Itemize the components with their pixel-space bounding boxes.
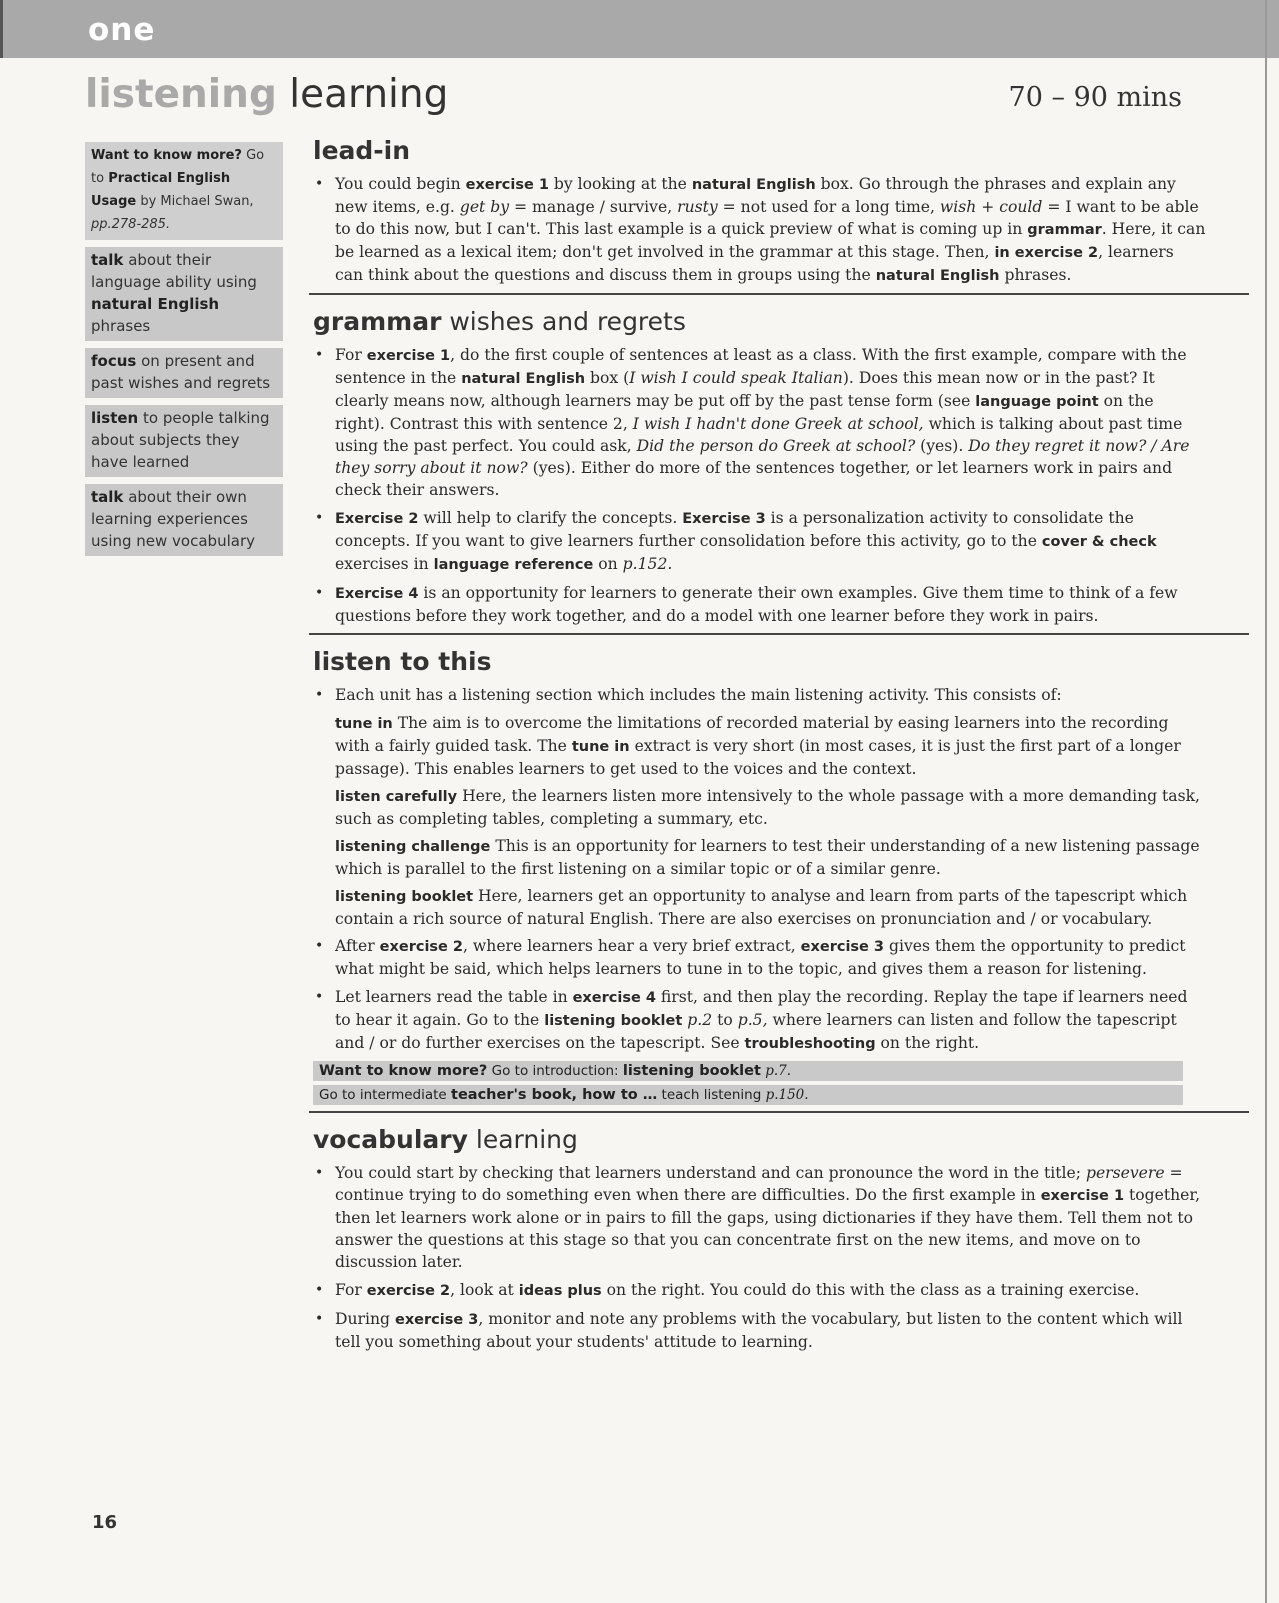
sub-item: listening booklet Here, learners get an opportunity to analyse and learn from parts of the tapescript which contain a rich source of natural English. There are also exercises on pronunciation and / or vocabulary. — [335, 887, 1188, 928]
section-heading: grammar wishes and regrets — [313, 307, 686, 336]
item-key: focus — [91, 352, 137, 370]
bullet: • Exercise 2 will help to clarify the concepts. Exercise 3 is a personalization activity to consolidate the concepts. If you want to give learners further consolidation before this activity, go to the cover & check exercises in language reference on p.152. — [313, 507, 1206, 576]
main-content — [313, 136, 1206, 1359]
more-pages: pp.278-285. — [91, 217, 171, 232]
sub-item: listening challenge This is an opportunity for learners to test their understanding of a new listening passage which is parallel to the first listening on a similar topic or of a similar genre. — [335, 837, 1200, 878]
bullet: • During exercise 3, monitor and note any problems with the vocabulary, but listen to the content which will tell you something about your students' attitude to learning. — [313, 1308, 1206, 1353]
title-grey: listening — [85, 72, 277, 117]
sidebar-item — [85, 405, 283, 477]
sidebar-item — [85, 484, 283, 556]
bullet: • Exercise 4 is an opportunity for learners to generate their own examples. Give them time to think of a few questions before they work together, and do a model with one learner before they work in pairs. — [313, 582, 1206, 627]
sidebar-more-box — [85, 142, 283, 240]
divider — [309, 293, 1249, 295]
bullet: • For exercise 2, look at ideas plus on the right. You could do this with the class as a training exercise. — [313, 1279, 1206, 1302]
item-key: natural English — [91, 295, 220, 313]
unit-header-bar — [0, 0, 1279, 58]
unit-label: one — [88, 12, 156, 48]
sidebar-item — [85, 247, 283, 341]
item-text: on present and past wishes and regrets — [91, 352, 271, 392]
sidebar — [85, 142, 283, 563]
sub-item: listen carefully Here, the learners listen more intensively to the whole passage with a more demanding task, such as completing tables, completing a summary, etc. — [335, 787, 1201, 828]
reference-box: Go to intermediate teacher's book, how to … teach listening p.150. — [313, 1085, 1183, 1105]
item-text: about their language ability using — [91, 251, 257, 291]
section-lead-in — [313, 136, 1206, 287]
page-number: 16 — [92, 1512, 118, 1533]
item-key: listen — [91, 409, 139, 427]
divider — [309, 1111, 1249, 1113]
section-heading: listen to this — [313, 647, 492, 676]
sub-item: tune in The aim is to overcome the limitations of recorded material by easing learners into the recording with a fairly guided task. The tune in extract is very short (in most cases, it is just the first part of a longer passage). This enables learners to get used to the voices and the context. — [335, 714, 1181, 778]
section-listen — [313, 647, 1206, 1105]
sidebar-item — [85, 348, 283, 398]
bullet: • Each unit has a listening section which includes the main listening activity. This consists of: — [313, 684, 1206, 706]
bullet: • For exercise 1, do the first couple of sentences at least as a class. With the first example, compare with the sentence in the natural English box (I wish I could speak Italian). Does this mean now or in the past? It clearly means now, although learners may be put off by the past tense form (see language point on the right). Contrast this with sentence 2, I wish I hadn't done Greek at school, which is talking about past time using the past perfect. You could ask, Did the person do Greek at school? (yes). Do they regret it now? / Are they sorry about it now? (yes). Either do more of the sentences together, or let learners work in pairs and check their answers. — [313, 344, 1206, 501]
page-edge — [1265, 0, 1267, 1603]
bullet: • Let learners read the table in exercise 4 first, and then play the recording. Replay the tape if learners need to hear it again. Go to the listening booklet p.2 to p.5, where learners can listen and follow the tapescript and / or do further exercises on the tapescript. See troubleshooting on the right. — [313, 986, 1206, 1055]
item-text: to people talking about subjects they have learned — [91, 409, 270, 471]
bullet: • You could start by checking that learners understand and can pronounce the word in the title; persevere = continue trying to do something even when there are difficulties. Do the first example in exercise 1 together, then let learners work alone or in pairs to fill the gaps, using dictionaries if they have them. Tell them not to answer the questions at this stage so that you can concentrate first on the new items, and move on to discussion later. — [313, 1162, 1206, 1273]
item-text: phrases — [91, 317, 151, 335]
section-heading: lead-in — [313, 136, 411, 165]
bullet: • You could begin exercise 1 by looking at the natural English box. Go through the phrases and explain any new items, e.g. get by = manage / survive, rusty = not used for a long time, wish + could = I want to be able to do this now, but I can't. This last example is a quick preview of what is coming up in grammar. Here, it can be learned as a lexical item; don't get involved in the grammar at this stage. Then, in exercise 2, learners can think about the questions and discuss them in groups using the natural English phrases. — [313, 173, 1206, 287]
item-key: talk — [91, 251, 124, 269]
bullet: • After exercise 2, where learners hear a very brief extract, exercise 3 gives them the opportunity to predict what might be said, which helps learners to tune in to the topic, and gives them a reason for listening. — [313, 935, 1206, 980]
duration: 70 – 90 mins — [1008, 82, 1182, 113]
section-vocabulary — [313, 1125, 1206, 1353]
more-text: Go to — [91, 148, 265, 186]
item-key: talk — [91, 488, 124, 506]
divider — [309, 633, 1249, 635]
page-title — [85, 72, 448, 117]
section-heading: vocabulary learning — [313, 1125, 578, 1154]
more-label: Want to know more? — [91, 148, 242, 163]
reference-box: Want to know more? Go to introduction: listening booklet p.7. — [313, 1061, 1183, 1081]
title-rest: learning — [289, 72, 449, 117]
section-grammar — [313, 307, 1206, 627]
more-author: by Michael Swan, — [140, 194, 254, 209]
book-title: Practical English Usage — [91, 171, 231, 209]
item-text: about their own learning experiences using new vocabulary — [91, 488, 255, 550]
